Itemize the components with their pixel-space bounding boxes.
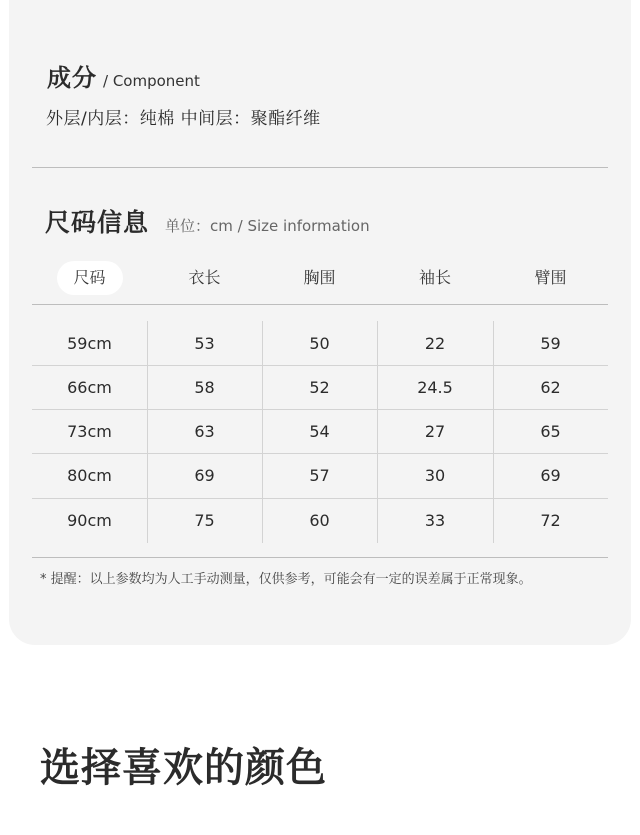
header-divider	[32, 304, 608, 305]
component-heading	[47, 58, 200, 93]
table-row	[32, 365, 608, 409]
cell-size: 80cm	[67, 466, 112, 485]
header-sleeve: 袖长	[418, 268, 451, 287]
cell-sleeve: 24.5	[417, 378, 453, 397]
table-row	[32, 498, 608, 542]
header-length: 衣长	[188, 268, 221, 287]
cell-sleeve: 27	[424, 422, 446, 441]
cell-length: 63	[194, 422, 215, 441]
cell-length: 53	[194, 334, 215, 353]
cell-length: 69	[194, 466, 215, 485]
cell-sleeve: 22	[424, 334, 446, 353]
cell-arm: 69	[540, 466, 561, 485]
component-description: 外层/内层：纯棉 中间层：聚酯纤维	[46, 109, 321, 129]
table-row	[32, 453, 608, 497]
cell-arm: 65	[540, 422, 561, 441]
cell-size: 66cm	[67, 378, 112, 397]
size-table-header	[32, 259, 608, 297]
color-section-title: 选择喜欢的颜色	[40, 745, 327, 791]
table-row	[32, 409, 608, 453]
cell-arm: 62	[540, 378, 561, 397]
size-title: 尺码信息	[45, 208, 150, 237]
cell-chest: 54	[309, 422, 330, 441]
header-size: 尺码	[73, 268, 106, 287]
cell-sleeve: 30	[424, 466, 446, 485]
cell-size: 90cm	[67, 511, 112, 530]
cell-chest: 50	[309, 334, 330, 353]
component-title: 成分	[47, 64, 97, 92]
measurement-note: * 提醒：以上参数均为人工手动测量，仅供参考，可能会有一定的误差属于正常现象。	[40, 572, 532, 587]
component-subtitle: / Component	[103, 72, 200, 90]
size-heading	[45, 203, 370, 239]
size-table	[32, 321, 608, 543]
header-chest: 胸围	[303, 268, 336, 287]
cell-chest: 52	[309, 378, 330, 397]
cell-chest: 60	[309, 511, 330, 530]
size-unit-label: 单位：cm / Size information	[165, 217, 370, 235]
cell-length: 75	[194, 511, 215, 530]
cell-sleeve: 33	[424, 511, 446, 530]
cell-size: 59cm	[67, 334, 112, 353]
cell-arm: 59	[540, 334, 561, 353]
cell-chest: 57	[309, 466, 330, 485]
cell-arm: 72	[540, 511, 561, 530]
table-bottom-divider	[32, 557, 608, 558]
table-row	[32, 321, 608, 365]
header-arm: 臂围	[534, 268, 567, 287]
cell-length: 58	[194, 378, 215, 397]
cell-size: 73cm	[67, 422, 112, 441]
section-divider	[32, 167, 608, 168]
